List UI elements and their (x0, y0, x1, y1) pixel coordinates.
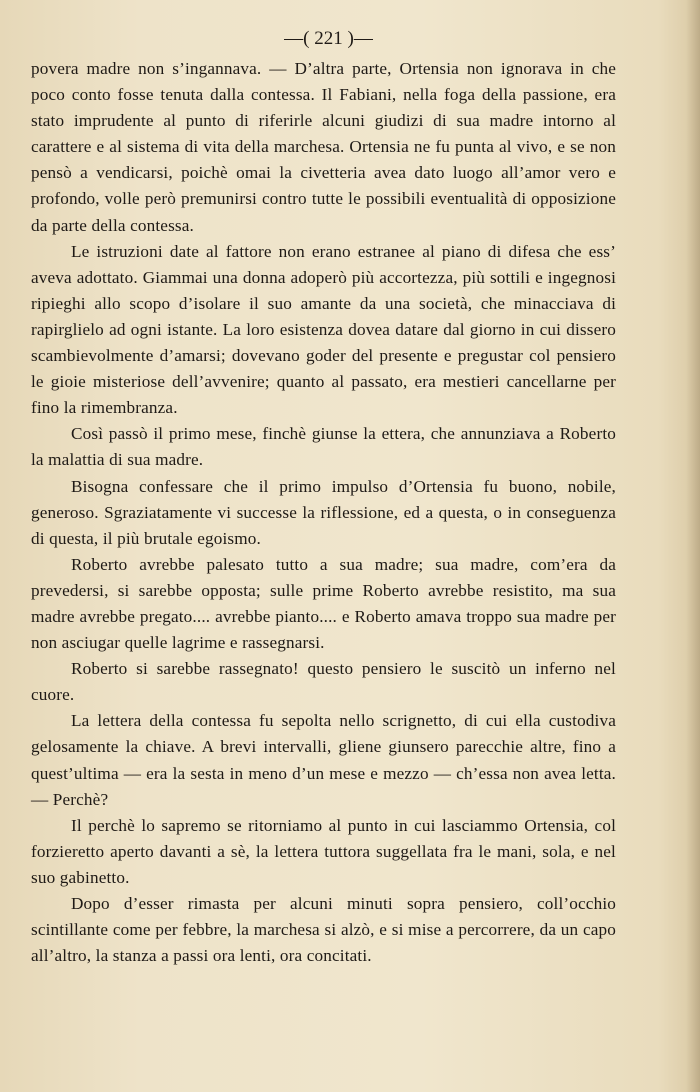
paragraph: La lettera della contessa fu sepolta nello scrignetto, di cui ella custodiva gelosamente la chiave. A brevi intervalli, gliene giunsero parecchie altre, fino a quest’ultima — era la sesta in meno d’un mese e mezzo — ch’essa non avea letta. — Perchè? (31, 711, 616, 809)
page-number: —( 221 )— (284, 28, 373, 49)
paragraph: Roberto si sarebbe rassegnato! questo pensiero le suscitò un inferno nel cuore. (31, 659, 616, 705)
paragraph: Bisogna confessare che il primo impulso d’Ortensia fu buono, nobile, generoso. Sgraziatamente vi successe la riflessione, ed a questa, o in conseguenza di questa, il più brutale egoismo. (31, 476, 616, 548)
paragraph: Il perchè lo sapremo se ritorniamo al punto in cui lasciammo Ortensia, col forzieretto aperto davanti a sè, la lettera tuttora suggellata fra le mani, sola, e nel suo gabinetto. (31, 815, 616, 887)
paragraph: Così passò il primo mese, finchè giunse la ettera, che annunziava a Roberto la malattia di sua madre. (31, 424, 616, 470)
paragraph: Dopo d’esser rimasta per alcuni minuti sopra pensiero, coll’occhio scintillante come per febbre, la marchesa si alzò, e si mise a percorrere, da un capo all’altro, la stanza a passi ora lenti, ora concitati. (31, 894, 616, 966)
paragraph: Roberto avrebbe palesato tutto a sua madre; sua madre, com’era da prevedersi, si sarebbe opposta; sulle prime Roberto avrebbe resistito, ma sua madre avrebbe pregato.... avrebbe pianto.... e Roberto amava troppo sua madre per non asciugar quelle lagrime e rassegnarsi. (31, 554, 616, 653)
body-text (31, 56, 616, 969)
paragraph: Le istruzioni date al fattore non erano estranee al piano di difesa che ess’ aveva adottato. Giammai una donna adoperò più accortezza, più sottili e ingegnosi ripieghi allo scopo d’isolare il suo amante da una società, che minacciava di rapirglielo ad ogni istante. La loro esistenza dovea datare dal giorno in cui dissero scambievolmente d’amarsi; dovevano goder del presente e pregustar col pensiero le gioie misteriose dell’avvenire; quanto al passato, era mestieri cancellarne per fino la rimembranza. (31, 241, 616, 418)
paragraph: povera madre non s’ingannava. — D’altra parte, Ortensia non ignorava in che poco conto fosse tenuta dalla contessa. Il Fabiani, nella foga della passione, era stato imprudente al punto di riferirle alcuni giudizi di sua madre intorno al carattere e al sistema di vita della marchesa. Ortensia ne fu punta al vivo, e se non pensò a vendicarsi, poichè omai la civetteria avea dato luogo all’amor vero e profondo, volle però premunirsi contro tutte le possibili eventualità di opposizione da parte della contessa. (31, 59, 616, 235)
